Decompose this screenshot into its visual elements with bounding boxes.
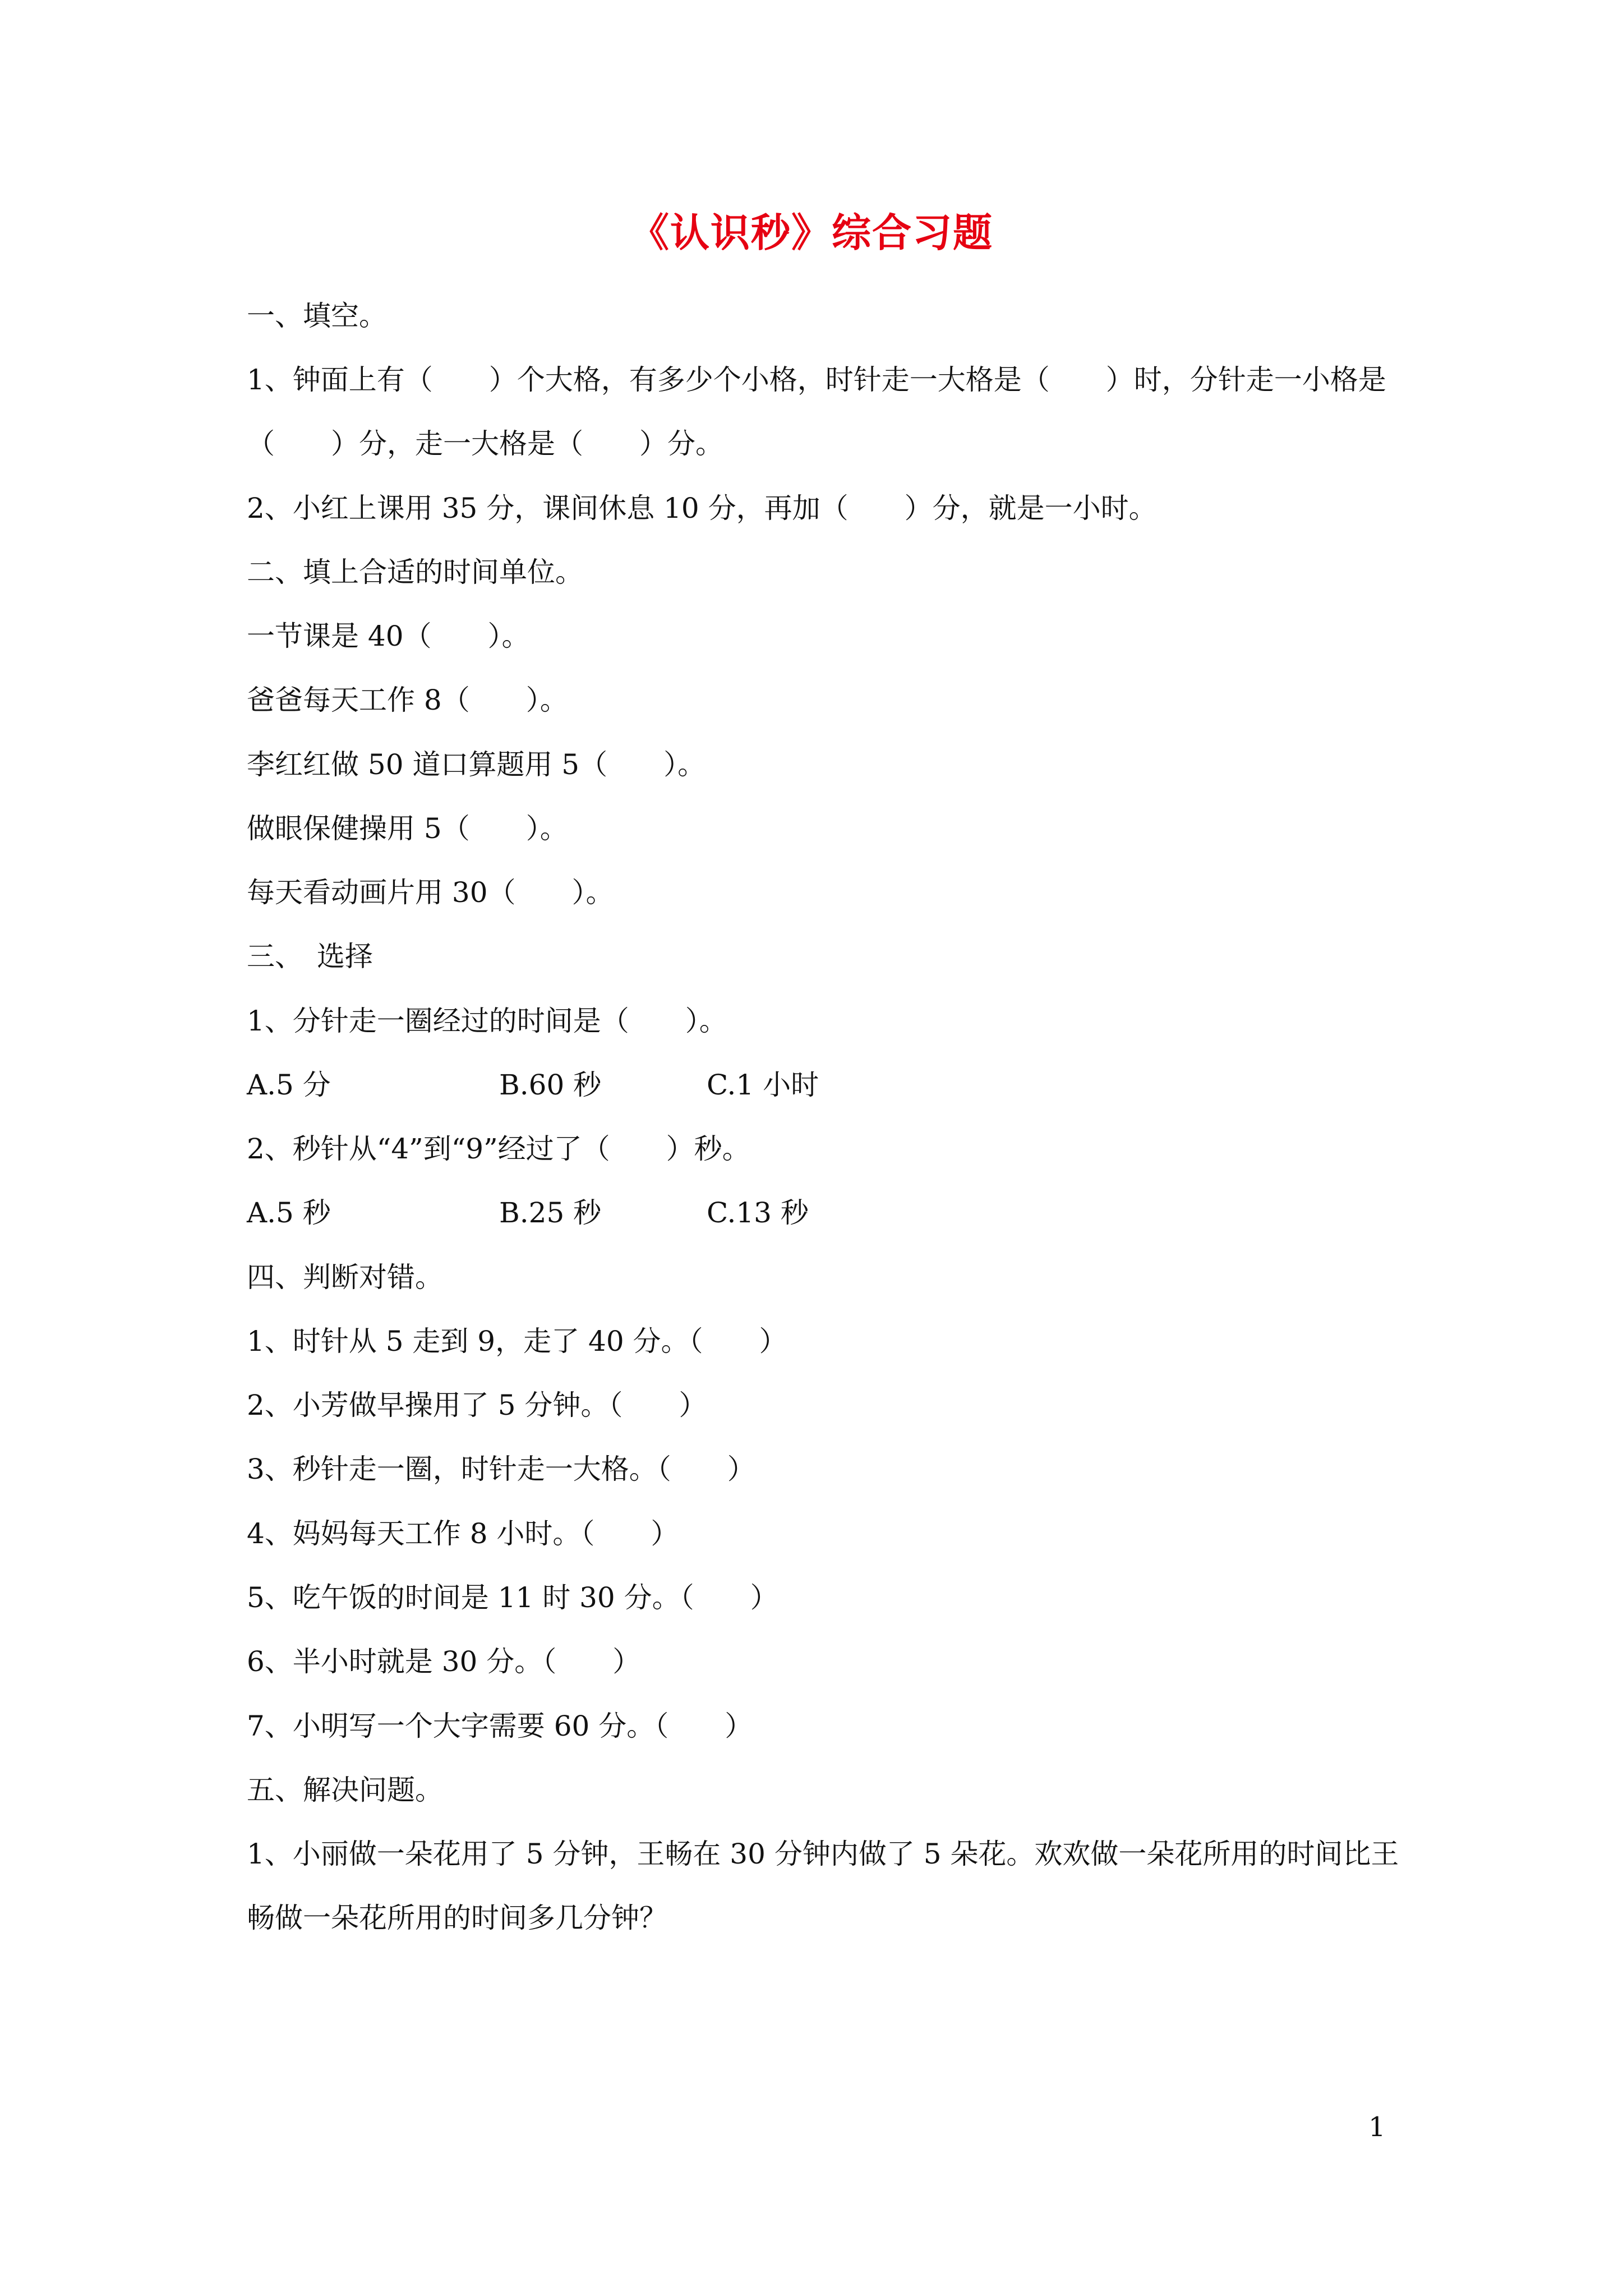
s3-question-1: 1、分针走一圈经过的时间是（ ）。 bbox=[247, 1005, 727, 1037]
option-a: A.5 分 bbox=[247, 1069, 331, 1101]
s2-item: 每天看动画片用 30（ ）。 bbox=[247, 876, 614, 909]
option-c: C.13 秒 bbox=[707, 1197, 809, 1229]
section-5-heading: 五、解决问题。 bbox=[247, 1774, 443, 1806]
section-3-heading: 三、 选择 bbox=[247, 940, 373, 973]
option-a: A.5 秒 bbox=[247, 1197, 331, 1229]
s4-item: 4、妈妈每天工作 8 小时。（ ） bbox=[247, 1517, 679, 1550]
s2-item: 爸爸每天工作 8（ ）。 bbox=[247, 684, 568, 716]
s2-item: 一节课是 40（ ）。 bbox=[247, 620, 530, 652]
section-4-heading: 四、判断对错。 bbox=[247, 1261, 443, 1294]
s3-question-1-options bbox=[247, 1071, 1144, 1105]
s4-item: 5、吃午饭的时间是 11 时 30 分。（ ） bbox=[247, 1581, 778, 1614]
page-number: 1 bbox=[1368, 2111, 1386, 2143]
s4-item: 2、小芳做早操用了 5 分钟。（ ） bbox=[247, 1389, 707, 1421]
s2-item: 做眼保健操用 5（ ）。 bbox=[247, 812, 568, 845]
s3-question-2: 2、秒针从“4”到“9”经过了（ ）秒。 bbox=[247, 1133, 750, 1165]
s4-item: 6、半小时就是 30 分。（ ） bbox=[247, 1645, 641, 1678]
s4-item: 1、时针从 5 走到 9，走了 40 分。（ ） bbox=[247, 1325, 787, 1358]
option-b: B.25 秒 bbox=[499, 1197, 602, 1229]
s1-question-1-line-2: （ ）分，走一大格是（ ）分。 bbox=[247, 427, 723, 460]
s4-item: 3、秒针走一圈，时针走一大格。（ ） bbox=[247, 1453, 755, 1485]
s3-question-2-options bbox=[247, 1199, 1144, 1232]
page-title: 《认识秒》综合习题 bbox=[630, 209, 993, 256]
option-c: C.1 小时 bbox=[707, 1069, 819, 1101]
section-1-heading: 一、填空。 bbox=[247, 300, 387, 332]
s4-item: 7、小明写一个大字需要 60 分。（ ） bbox=[247, 1710, 753, 1742]
s1-question-2: 2、小红上课用 35 分，课间休息 10 分，再加（ ）分，就是一小时。 bbox=[247, 492, 1157, 524]
s2-item: 李红红做 50 道口算题用 5（ ）。 bbox=[247, 748, 706, 781]
s5-question-1-line-1: 1、小丽做一朵花用了 5 分钟，王畅在 30 分钟内做了 5 朵花。欢欢做一朵花所用的时间比王 bbox=[247, 1838, 1399, 1870]
section-2-heading: 二、填上合适的时间单位。 bbox=[247, 556, 583, 588]
s1-question-1-line-1: 1、钟面上有（ ）个大格，有多少个小格，时针走一大格是（ ）时，分针走一小格是 bbox=[247, 364, 1386, 396]
s5-question-1-line-2: 畅做一朵花所用的时间多几分钟？ bbox=[247, 1902, 667, 1934]
option-b: B.60 秒 bbox=[499, 1069, 602, 1101]
